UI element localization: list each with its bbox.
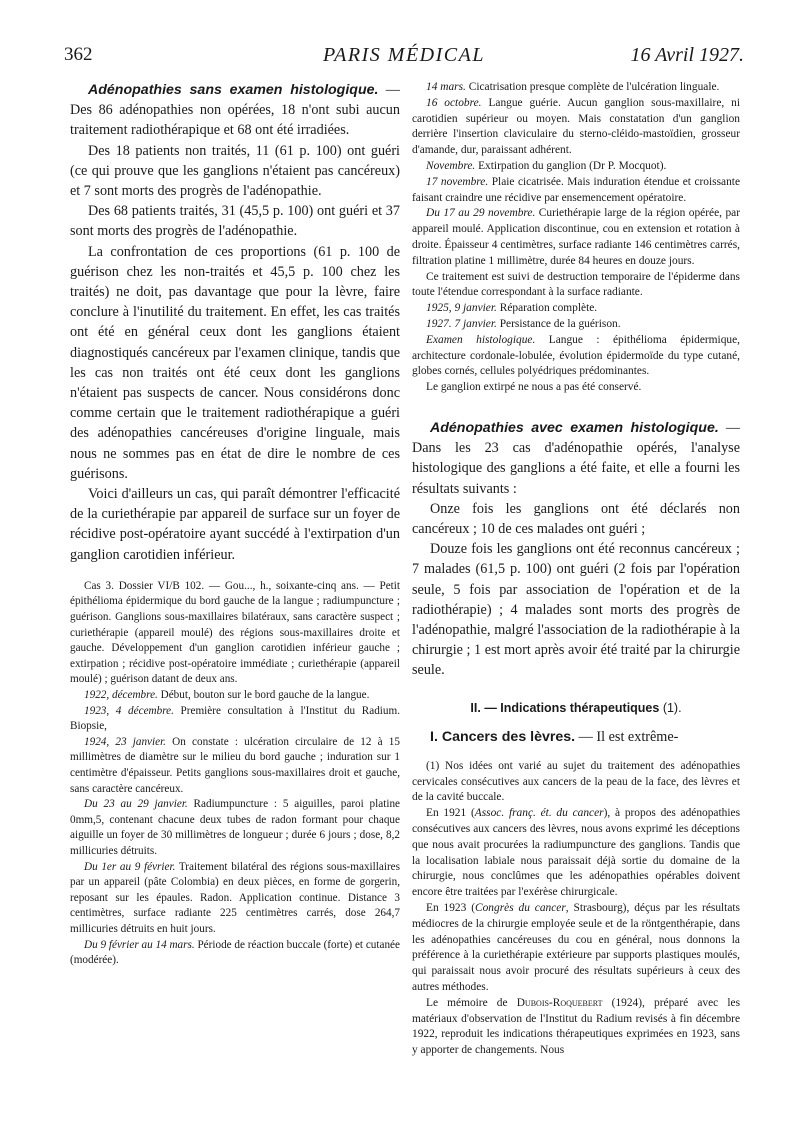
case-entry — [70, 860, 400, 938]
case-entry — [412, 333, 740, 380]
entry-text: Radiumpuncture : 5 aiguilles, paroi platine 0mm,5, contenant chacune deux tubes de radon formant pour chaque aiguille un foyer de 30 millimètres de longueur ; durée 6 jours ; dose, 8,2 millicuries détruits. — [70, 798, 400, 857]
section-heading: Adénopathies sans examen histologique. — [88, 82, 379, 98]
entry-date: Du 17 au 29 novembre. — [426, 207, 536, 220]
entry-date: 1925, 9 janvier. — [426, 302, 497, 315]
case-entry — [412, 206, 740, 269]
footnote — [412, 806, 740, 901]
entry-text: Cicatrisation presque complète de l'ulcération linguale. — [465, 81, 720, 93]
page-header — [64, 44, 744, 74]
paragraph — [412, 727, 740, 747]
entry-text: Extirpation du ganglion (Dr P. Mocquot). — [475, 159, 667, 172]
section-title — [412, 701, 740, 715]
footnote-text: En 1921 ( — [426, 807, 475, 820]
entry-date: Novembre. — [426, 159, 476, 172]
footnote: (1) Nos idées ont varié au sujet du traitement des adénopathies cervicales consécutives aux cancers de la peau de la face, des lèvres et de la cavité buccale. — [412, 759, 740, 804]
entry-text: Début, bouton sur le bord gauche de la langue. — [157, 689, 370, 702]
paragraph: Douze fois les ganglions ont été reconnus cancéreux ; 7 malades (61,5 p. 100) ont guéri (2 fois par l'opération seule, 5 fois par association de l'opération et de la radiothérapie) ; 4 malades sont morts des progrès de l'adénopathie, malgré l'association de la radiothérapie à la chirurgie ; 1 est mort après avoir été traité par la chirurgie seule. — [412, 541, 740, 679]
paragraph: La confrontation de ces proportions (61 p. 100 de guérison chez les non-traités et 45,5 p. 100 chez les traités) ne doit, pas davantage que pour la lèvre, faire conclure à l'inutilité du traitement. En effet, les cas traités ont été en général ceux dont les ganglions étaient diagnostiqués cancéreux par l'examen clinique, tandis que les cas non traités ont été ceux dont les ganglions n'étaient pas suspects de cancer. Nous considérons donc comme certain que le traitement radiothérapique a guéri des adénopathies cancéreuses d'origine linguale, mais nous ne sommes pas en état de dire le nombre de ces guérisons. — [70, 243, 400, 482]
entry-text: On constate : ulcération circulaire de 12 à 15 millimètres de diamètre sur le milieu du bord gauche ; induration sur 1 centimètre d'épaisseur. Petits ganglions sous-maxillaires droit et gauche, sans caractère cancéreux. — [70, 735, 400, 795]
case-entry: Le ganglion extirpé ne nous a pas été conservé. — [426, 381, 642, 394]
section-title-text: II. — Indications thérapeutiques — [470, 700, 660, 715]
footnote-text: (1924), préparé avec les matériaux d'observation de l'Institut du Radium revisés à fin décembre 1922, reproduit les indications thérapeutiques exprimées en 1923, sans y apporter de changements. Nous — [412, 996, 740, 1057]
entry-text: Période de réaction buccale (forte) et cutanée (modérée). — [70, 938, 400, 967]
footnote-ref: (1). — [659, 700, 682, 715]
page-number: 362 — [64, 44, 93, 65]
case-entry — [70, 938, 400, 969]
case-entry: Ce traitement est suivi de destruction temporaire de l'épiderme dans toute l'étendue correspondant à la surface radiante. — [412, 270, 740, 299]
entry-text: Plaie cicatrisée. Mais induration étendue et croissante faisant craindre une récidive par ensemencement opératoire. — [412, 175, 740, 204]
footnote — [412, 901, 740, 996]
footnote-text: En 1923 ( — [426, 901, 476, 914]
footnote-text: , Strasbourg), déçus par les résultats médiocres de la chirurgie employée seule et de la röntgenthérapie, dans les adénopathies cancéreuses du cou en général, nous donnons la préférence à la curiethérapie extérieure par supports plastiques moulés, qui paraissait nous avoir procuré des résultats supérieurs à ceux des autres méthodes. — [412, 901, 740, 993]
case-entry — [412, 96, 740, 159]
footnote-text: ), à propos des adénopathies consécutives aux cancers des lèvres, nous avons exprimé les déceptions que nous avait procurées la radiumpuncture des ganglions. Tandis que la localisation labiale nous paraissait déjà sortie du domaine de la chirurgie, nous conclûmes que les adénopathies opérables doivent encore être traitées par l'exérèse chirurgicale. — [412, 807, 740, 899]
case-summary: Cas 3. Dossier VI/B 102. — Gou..., h., soixante-cinq ans. — Petit épithélioma épidermique du bord gauche de la langue ; radiumpuncture ; guérison. Ganglions sous-maxillaires bilatéraux, sans caractère suspect ; curiethérapie (appareil moulé) des régions sous-maxillaires droite et gauche. Développement d'un ganglion carotidien inférieur gauche ; extirpation ; récidive post-opératoire immédiate ; curiethérapie (appareil moulé) ; guérison datant de deux ans. — [70, 579, 400, 686]
paragraph: Onze fois les ganglions ont été déclarés non cancéreux ; 10 de ces malades ont guéri ; — [412, 500, 740, 537]
case-entry — [70, 735, 400, 797]
entry-date: Du 9 février au 14 mars. — [84, 938, 195, 951]
paragraph-text: — Des 86 adénopathies non opérées, 18 n'ont subi aucun traitement radiothérapique et 68 ont été irradiées. — [70, 82, 400, 139]
entry-text: Persistance de la guérison. — [496, 317, 621, 330]
entry-date: 1924, 23 janvier. — [84, 735, 166, 748]
footnote-text: Le mémoire de — [426, 996, 517, 1009]
paragraph-text: — Dans les 23 cas d'adénopathie opérés, l'analyse histologique des ganglions a été faite, et elle a fourni les résultats suivants : — [412, 419, 740, 497]
entry-date: Du 23 au 29 janvier. — [84, 798, 188, 811]
journal-title: PARIS MÉDICAL — [323, 44, 485, 66]
case-entry — [412, 159, 740, 175]
entry-text: Traitement bilatéral des régions sous-maxillaires par un appareil (pâte Colombia) en deux pièces, en forme de gorgerin, reposant sur les épaules. Radon. Application continue. Distance 3 centimètres, surface radiante 225 centimètres carrés, dose 264,7 millicuries détruits en huit jours. — [70, 860, 400, 935]
paragraph — [412, 418, 740, 499]
entry-date: 14 mars. — [426, 81, 466, 93]
footnote-ref-title: Congrès du cancer — [475, 901, 566, 914]
entry-date: 16 octobre. — [426, 96, 482, 109]
case-entry — [412, 317, 740, 333]
entry-date: Du 1er au 9 février. — [84, 860, 176, 873]
paragraph: Voici d'ailleurs un cas, qui paraît démontrer l'efficacité de la curiethérapie par appareil de surface sur un foyer de récidive post-opératoire ayant succédé à l'extirpation d'un ganglion carotidien inférieur. — [70, 486, 400, 563]
entry-date: 1927. 7 janvier. — [426, 317, 497, 330]
footnote-ref-title: Assoc. franç. ét. du cancer — [474, 807, 604, 820]
case-entry — [70, 688, 400, 704]
entry-text: Curiethérapie large de la région opérée, par appareil moulé. Application discontinue, cou en extension et rotation à droite. Épaisseur 4 centimètres, surface radiante 146 centimètres carrés, filtration platine 1 millimètre, durée 84 heures en douze jours. — [412, 207, 740, 267]
footnote — [412, 996, 740, 1059]
case-entry — [412, 80, 740, 96]
right-column — [412, 80, 740, 1059]
case-entry — [412, 175, 740, 207]
left-column — [70, 80, 400, 969]
entry-text: Première consultation à l'Institut du Radium. Biopsie, — [70, 704, 400, 733]
section-heading: Adénopathies avec examen histologique. — [430, 419, 719, 436]
paragraph: Des 68 patients traités, 31 (45,5 p. 100) ont guéri et 37 sont morts des progrès de l'adénopathie. — [70, 203, 400, 240]
subsection-title: I. Cancers des lèvres. — [430, 728, 576, 745]
paragraph-text: — Il est extrême- — [575, 728, 679, 745]
footnote-author: Dubois-Roquebert — [516, 996, 603, 1009]
case-entry — [70, 704, 400, 735]
paragraph: Des 18 patients non traités, 11 (61 p. 100) ont guéri (ce qui prouve que les ganglions n'étaient pas cancéreux) et 7 sont morts des progrès de l'adénopathie. — [70, 142, 400, 200]
case-entry — [412, 301, 740, 317]
entry-date: 17 novembre. — [426, 175, 489, 188]
case-entry — [70, 797, 400, 859]
entry-date: 1923, 4 décembre. — [84, 704, 174, 717]
issue-date: 16 Avril 1927. — [630, 44, 744, 66]
entry-date: 1922, décembre. — [84, 689, 158, 702]
paragraph — [70, 80, 400, 141]
entry-text: Langue guérie. Aucun ganglion sous-maxillaire, ni carotidien supérieur ou moyen. Mais constatation d'un ganglion derrière l'insertion claviculaire du sterno-cléido-mastoïdien, grosseur d'amande, dur, paraissant adhérent. — [412, 96, 740, 157]
entry-text: Réparation complète. — [496, 302, 598, 315]
entry-label: Examen histologique. — [426, 333, 536, 346]
entry-text: Langue : épithélioma épidermique, architecture cordonale-lobulée, évolution épidermoïde du type cutané, globes cornés, cellules polyédriques prédominantes. — [412, 333, 740, 378]
